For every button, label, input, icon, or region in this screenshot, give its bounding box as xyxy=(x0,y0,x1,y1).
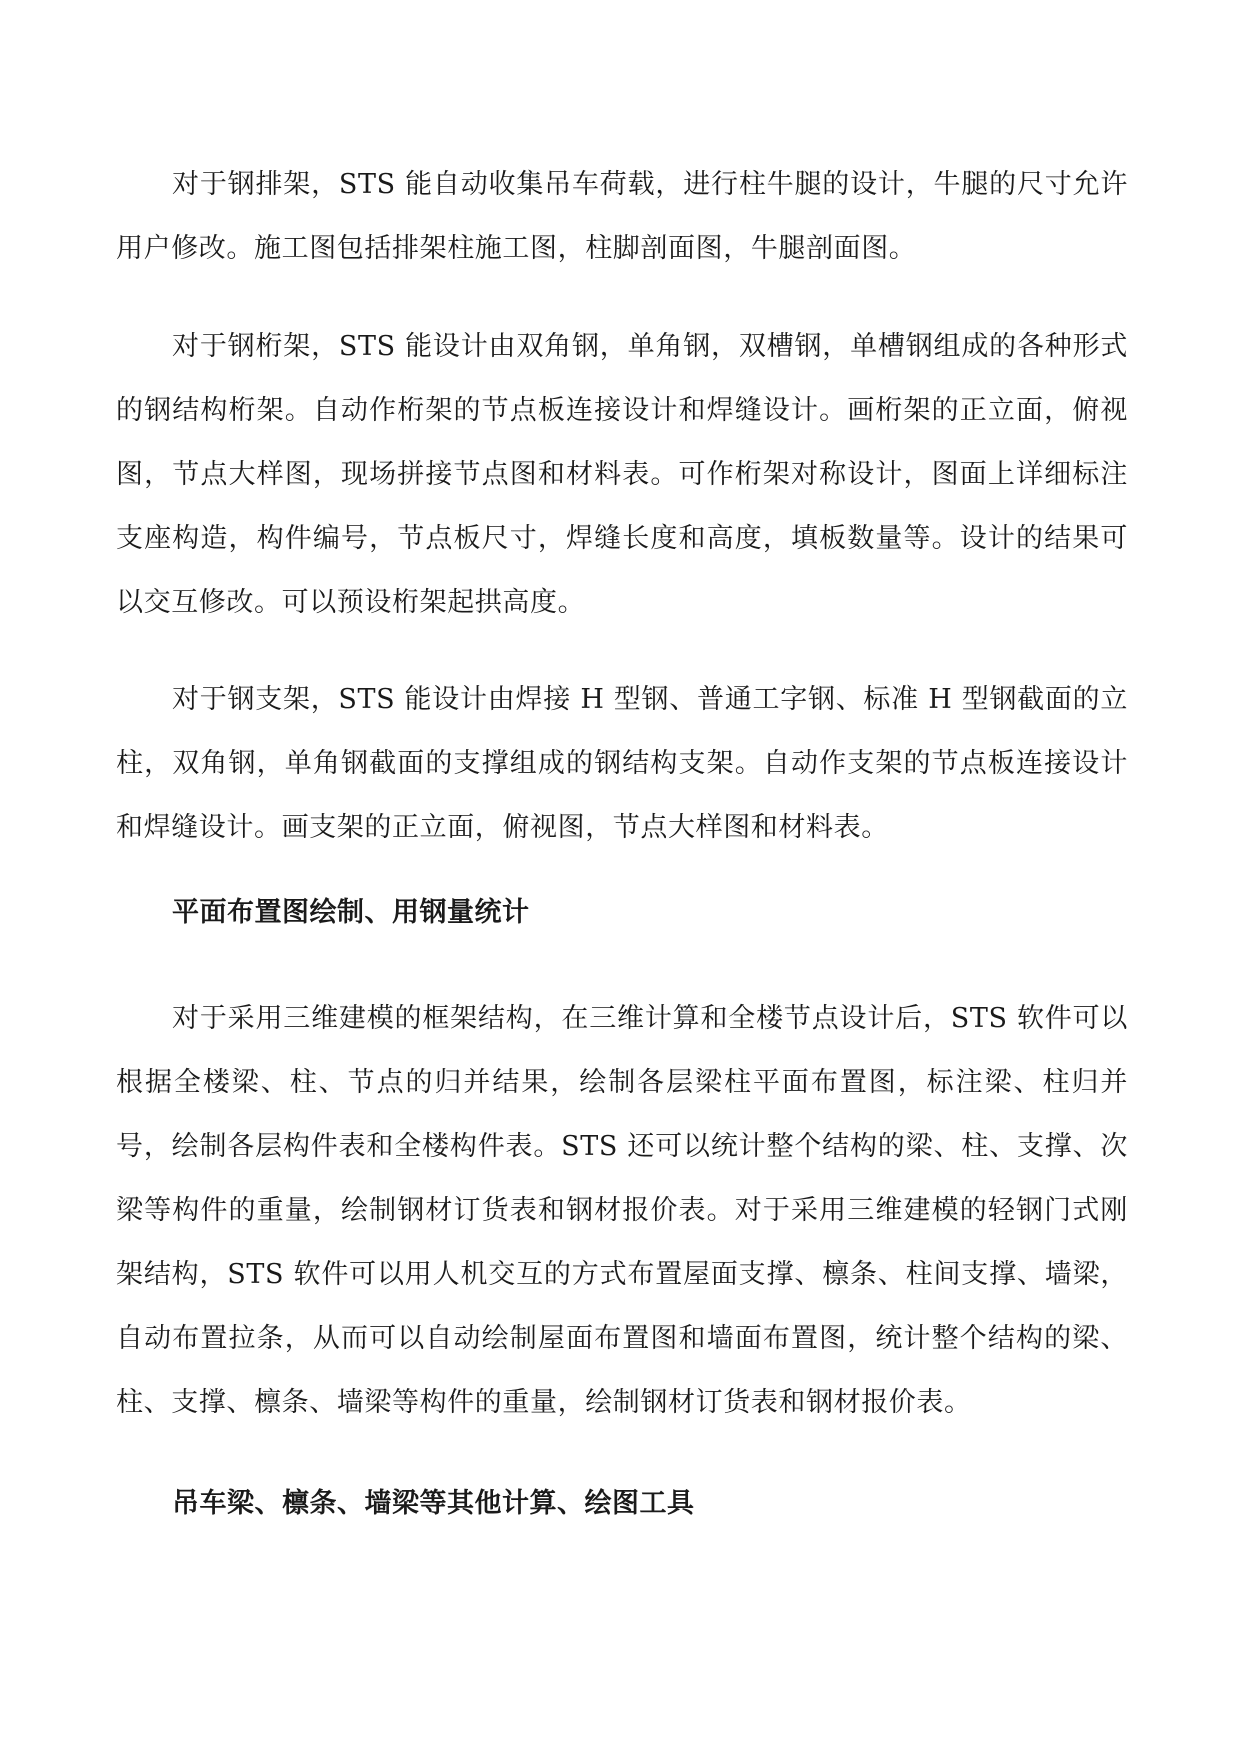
section-heading-other-tools: 吊车梁、檩条、墙梁等其他计算、绘图工具 xyxy=(172,1488,695,1519)
paragraph-steel-bent-frame xyxy=(116,153,1128,281)
paragraph-text: 对于钢桁架，STS 能设计由双角钢，单角钢，双槽钢，单槽钢组成的各种形式的钢结构桁架。自动作桁架的节点板连接设计和焊缝设计。画桁架的正立面，俯视图，节点大样图，现场拼接节点图和材料表。可作桁架对称设计，图面上详细标注支座构造，构件编号，节点板尺寸，焊缝长度和高度，填板数量等。设计的结果可以交互修改。可以预设桁架起拱高度。 xyxy=(116,331,1128,618)
paragraph-text: 对于采用三维建模的框架结构，在三维计算和全楼节点设计后，STS 软件可以根据全楼梁、柱、节点的归并结果，绘制各层梁柱平面布置图，标注梁、柱归并号，绘制各层构件表和全楼构件表。STS 还可以统计整个结构的梁、柱、支撑、次梁等构件的重量，绘制钢材订货表和钢材报价表。对于采用三维建模的轻钢门式刚架结构，STS 软件可以用人机交互的方式布置屋面支撑、檩条、柱间支撑、墙梁，自动布置拉条，从而可以自动绘制屋面布置图和墙面布置图，统计整个结构的梁、柱、支撑、檩条、墙梁等构件的重量，绘制钢材订货表和钢材报价表。 xyxy=(116,1003,1128,1418)
paragraph-steel-support xyxy=(116,668,1128,860)
section-heading-layout-plan: 平面布置图绘制、用钢量统计 xyxy=(172,897,530,928)
paragraph-layout-plan xyxy=(116,987,1128,1435)
paragraph-text: 对于钢支架，STS 能设计由焊接 H 型钢、普通工字钢、标准 H 型钢截面的立柱，双角钢，单角钢截面的支撑组成的钢结构支架。自动作支架的节点板连接设计和焊缝设计。画支架的正立面，俯视图，节点大样图和材料表。 xyxy=(116,684,1128,843)
paragraph-steel-truss xyxy=(116,315,1128,635)
paragraph-text: 对于钢排架，STS 能自动收集吊车荷载，进行柱牛腿的设计，牛腿的尺寸允许用户修改。施工图包括排架柱施工图，柱脚剖面图，牛腿剖面图。 xyxy=(116,169,1128,264)
